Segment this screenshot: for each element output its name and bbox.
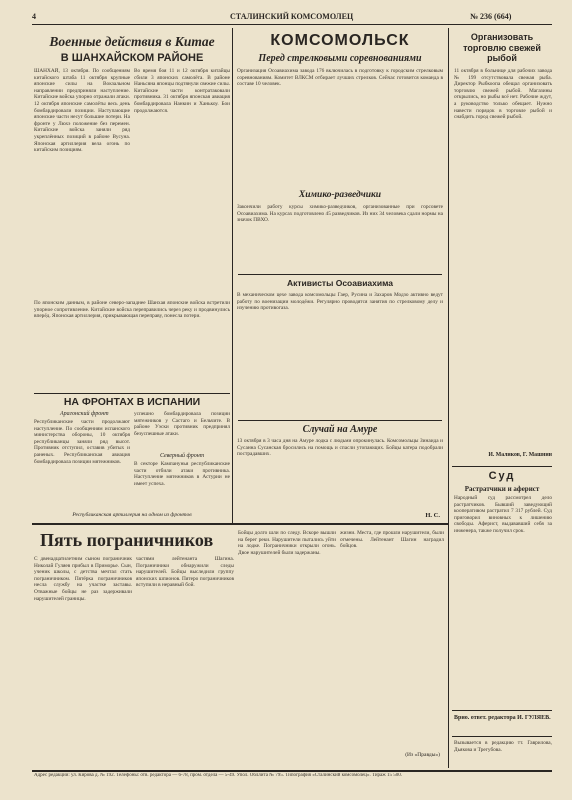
fish-trade-signature: И. Маликов, Г. Машнин: [488, 452, 552, 458]
rule: [238, 274, 442, 275]
rule: [452, 466, 552, 467]
china-subheadline: В ШАНХАЙСКОМ РАЙОНЕ: [60, 52, 204, 64]
page-number: 4: [32, 12, 36, 21]
fish-trade-headline: Организовать торговлю свежей рыбой: [463, 32, 541, 63]
column-divider: [448, 28, 449, 768]
border-guards-column-4: жизни. Места, где прошли нарушители, были отмечены. Лейтенант Шагин наградил бойцов.: [340, 530, 444, 550]
spain-caption: Республиканская артиллерия на одном из фронтов: [72, 512, 192, 518]
column-divider: [232, 28, 233, 523]
spain-subtitle-aragon: Арагонский фронт: [60, 411, 109, 417]
komsomolsk-subheadline: Перед стрелковыми соревнованиями: [258, 53, 422, 64]
court-subheadline: Растратчики и аферист: [464, 485, 540, 493]
border-guards-column-1: С двенадцатилетним сыном пограничник Николай Гуляев прибыл в Приморье. Сын, ученик школы, с детства мечтал стать пограничником. Пятёрка пограничников несла службу на участке заставы. Отважные бойцы не раз задерживали нарушителей границы.: [34, 556, 132, 602]
spain-subtitle-north: Северный фронт: [160, 453, 205, 459]
masthead-bar: [32, 10, 552, 25]
activists-headline: Активисты Осоавиахима: [286, 278, 394, 288]
rule: [452, 736, 552, 737]
chem-scouts-headline: Химико-разведчики: [298, 190, 382, 200]
amur-incident-signature: Н. С.: [425, 512, 440, 519]
amur-incident-text: 13 октября в 3 часа дня на Амуре лодка с людьми опрокинулась. Комсомольцы Зинаида и Сусанна Сусанская бросились на помощь и спасли утопающих. Бойцы катера подобрали пострадавших.: [237, 438, 443, 458]
amur-incident-headline: Случай на Амуре: [302, 424, 378, 435]
rule: [238, 420, 442, 421]
spain-top-rule: [34, 393, 230, 394]
activists-text: В механическом цехе завода комсомольцы Гаер, Русина и Захаров Модзо активно ведут работу по военизации молодёжи. Регулярно проводятся занятия по стрелковому делу и изучению противогаза.: [237, 292, 443, 312]
spain-column-2b: В секторе Кампанунья республиканские части отбили атаки противника. Наступление мятежников в Астурии не имеет успеха.: [134, 461, 230, 487]
border-guards-headline: Пять пограничников: [40, 530, 214, 550]
acting-editor: Врио. ответ. редактора И. ГУЛЯЕВ.: [454, 715, 551, 721]
border-guards-source: (Из «Правды»): [405, 752, 440, 758]
rule: [452, 710, 552, 711]
issue-number: № 236 (664): [470, 12, 512, 21]
court-text: Народный суд рассмотрел дело растратчиков. Бывший заведующий кооперативом растратил 7 317 рублей. Суд приговорил виновных к лишению свободы. Аферист, выдававший себя за инженера, также получил срок.: [454, 495, 552, 534]
china-column-2: Во время боя 11 и 12 октября китайцы сбили 3 японских самолёта. В районе Наньсяна японцы подтянули свежие силы. Китайские части контратаковали противника. 31 октября японская авиация бомбардировала Нанкин и Ханькоу. Бои продолжаются.: [134, 68, 230, 114]
china-column-1: ШАНХАЙ, 13 октября. По сообщениям китайского штаба 11 октября крупные японские силы на Вокзальном направлении предприняли наступление. Китайские войска упорно отражали атаки. 12 октября японские самолёты весь день бомбардировали позиции. Наступающие японские части несут большие потери. На фронте у Люхэ положение без перемен. Китайские войска заняли ряд укреплённых позиций в районе Вусуна. Японская артиллерия вела огонь по китайским позициям.: [34, 68, 130, 154]
newspaper-name: СТАЛИНСКИЙ КОМСОМОЛЕЦ: [230, 12, 354, 21]
court-headline: Суд: [488, 470, 516, 482]
chem-scouts-text: Закончили работу курсы химико-разведчиков, организованные при горсовете Осоавиахима. На курсах подготовлено 45 разведчиков. Из них 34 человека сдали нормы на значок ПВХО.: [237, 204, 443, 224]
section-divider: [32, 523, 448, 525]
china-headline: Военные действия в Китае: [49, 34, 215, 49]
spain-column-2: успешно бомбардировала позиции мятежников у Састаго и Бельчите. В районе Уэски противник предпринял безуспешные атаки.: [134, 411, 230, 437]
fish-trade-text: 11 октября в больнице для рабочих завода № 199 отсутствовала свежая рыба. Директор Рыбкоопа обещал организовать торговлю свежей рыбой. Магазины открылись, но рыбы всё нет. Рабочие ждут, а руководство только обещает. Нужно навести порядок в торговле рыбой и снабдить город свежей рыбой.: [454, 68, 552, 121]
spain-headline: НА ФРОНТАХ В ИСПАНИИ: [63, 396, 201, 408]
footer-imprint: Адрес редакции: ул. Кирова д. № 192. Телефоны: отв. редактора — 6-78, пром. отдела — 5-49. Упол. Обллита № 795. Типография «Сталинский комсомолец». Тираж 15 500.: [34, 773, 402, 778]
china-column-3: По японским данным, в районе северо-западнее Шанхая японские войска встретили упорное сопротивление. Китайские войска переправились через реку и продвинулись вперёд. Японская артиллерия, прикрывающая переправу, понесла потери.: [34, 300, 230, 320]
border-guards-column-3: Бойцы долго шли по следу. Вскоре вышли на берег реки. Нарушители пытались уйти на лодке. Пограничники открыли огонь. Двое нарушителей были задержаны.: [238, 530, 336, 556]
footer-rule: [32, 770, 552, 772]
komsomolsk-lead-text: Организация Осоавиахима завода 176 включилась в подготовку к городским стрелковым соревнованиям. Комитет ВЛКСМ отбирает лучших стрелков. Сейчас готовится команда в составе 10 человек.: [237, 68, 443, 88]
spain-column-1: Республиканские части продолжают наступление. По сообщениям испанского министерства обороны, 10 октября республиканцы заняли ряд высот. Противник отступил, оставив убитых и раненых. Республиканская авиация бомбардировала позиции мятежников.: [34, 419, 130, 465]
border-guards-column-2: частями лейтенанта Шагина. Пограничники обнаружили следы нарушителей. Бойцы выследили группу японских шпионов. Пятеро пограничников вступили в неравный бой.: [136, 556, 234, 589]
komsomolsk-headline: КОМСОМОЛЬСК: [270, 32, 410, 49]
wanted-notice: Вызывается в редакцию тт. Гаврилова, Дьякова и Трегубова.: [454, 740, 552, 753]
